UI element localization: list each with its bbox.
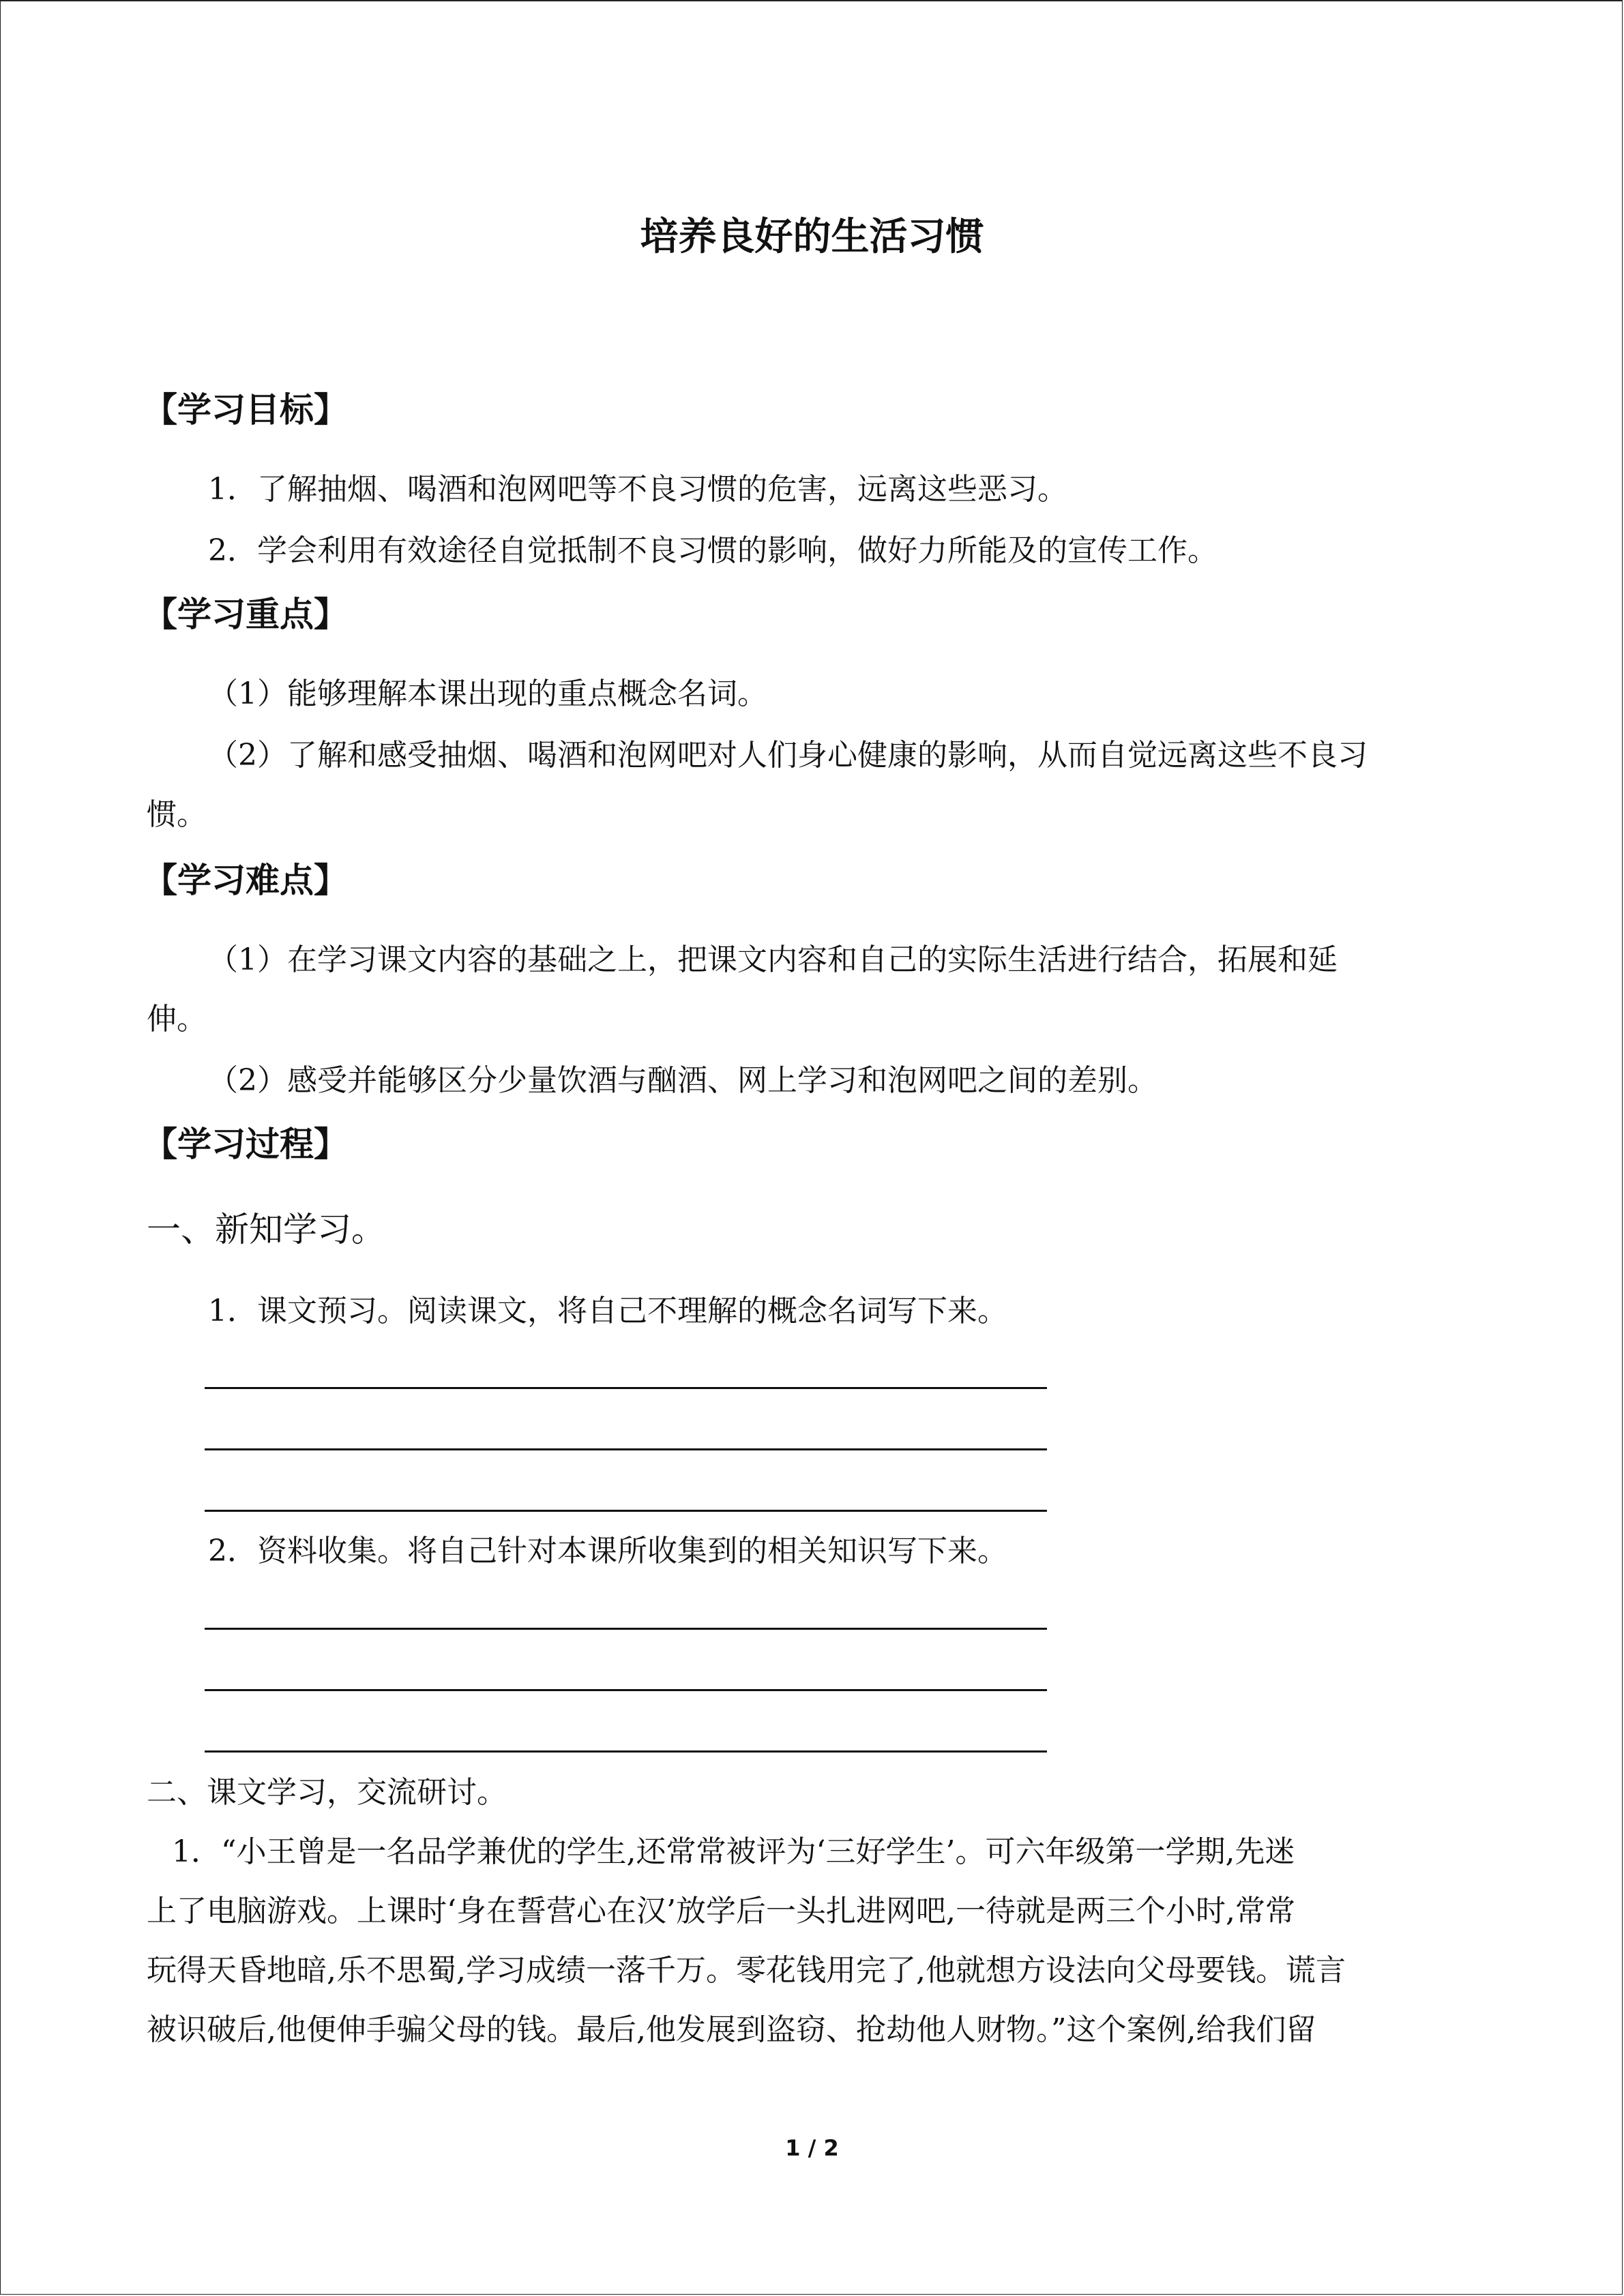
difficulty-item-1-line-1: （1）在学习课文内容的基础之上，把课文内容和自己的实际生活进行结合，拓展和延 [208, 942, 1338, 977]
answer-line[interactable] [205, 1750, 1047, 1753]
page-title: 培养良好的生活习惯 [640, 215, 984, 259]
difficulties-heading: 【学习难点】 [143, 861, 348, 900]
case-paragraph-line: 上了电脑游戏。上课时‘身在誓营心在汉’放学后一头扎进网吧,一待就是两三个小时,常常 [147, 1894, 1295, 1928]
keypoints-heading: 【学习重点】 [143, 595, 348, 634]
keypoint-item-1: （1）能够理解本课出现的重点概念名词。 [208, 676, 767, 711]
part1-heading: 一、新知学习。 [147, 1210, 385, 1249]
case-paragraph-line: 玩得天昏地暗,乐不思蜀,学习成绩一落千万。零花钱用完了,他就想方设法向父母要钱。谎言 [147, 1953, 1346, 1988]
answer-line[interactable] [205, 1628, 1047, 1630]
objectives-heading: 【学习目标】 [143, 390, 348, 430]
part1-task-1: 1．课文预习。阅读课文，将自己不理解的概念名词写下来。 [208, 1294, 1007, 1328]
answer-line[interactable] [205, 1448, 1047, 1450]
difficulty-item-2: （2）感受并能够区分少量饮酒与酗酒、网上学习和泡网吧之间的差别。 [208, 1063, 1157, 1098]
answer-line[interactable] [205, 1387, 1047, 1389]
keypoint-item-2-line-1: （2）了解和感受抽烟、喝酒和泡网吧对人们身心健康的影响，从而自觉远离这些不良习 [208, 738, 1368, 773]
keypoint-item-2-line-2: 惯。 [147, 797, 207, 832]
case-paragraph-line: 1．“小王曾是一名品学兼优的学生,还常常被评为‘三好学生’。可六年级第一学期,先迷 [172, 1834, 1295, 1869]
case-paragraph-line: 被识破后,他便伸手骗父母的钱。最后,他发展到盗窃、抢劫他人财物。”这个案例,给我们留 [147, 2012, 1316, 2047]
process-heading: 【学习过程】 [143, 1124, 348, 1164]
page-number: 1 / 2 [785, 2135, 839, 2161]
part2-heading: 二、课文学习，交流研讨。 [147, 1775, 507, 1810]
objective-item-1: 1．了解抽烟、喝酒和泡网吧等不良习惯的危害，远离这些恶习。 [208, 472, 1067, 507]
objective-item-2: 2．学会利用有效途径自觉抵制不良习惯的影响，做好力所能及的宣传工作。 [208, 533, 1217, 568]
answer-line[interactable] [205, 1689, 1047, 1691]
answer-line[interactable] [205, 1510, 1047, 1512]
difficulty-item-1-line-2: 伸。 [147, 1002, 207, 1037]
part1-task-2: 2．资料收集。将自己针对本课所收集到的相关知识写下来。 [208, 1534, 1007, 1568]
